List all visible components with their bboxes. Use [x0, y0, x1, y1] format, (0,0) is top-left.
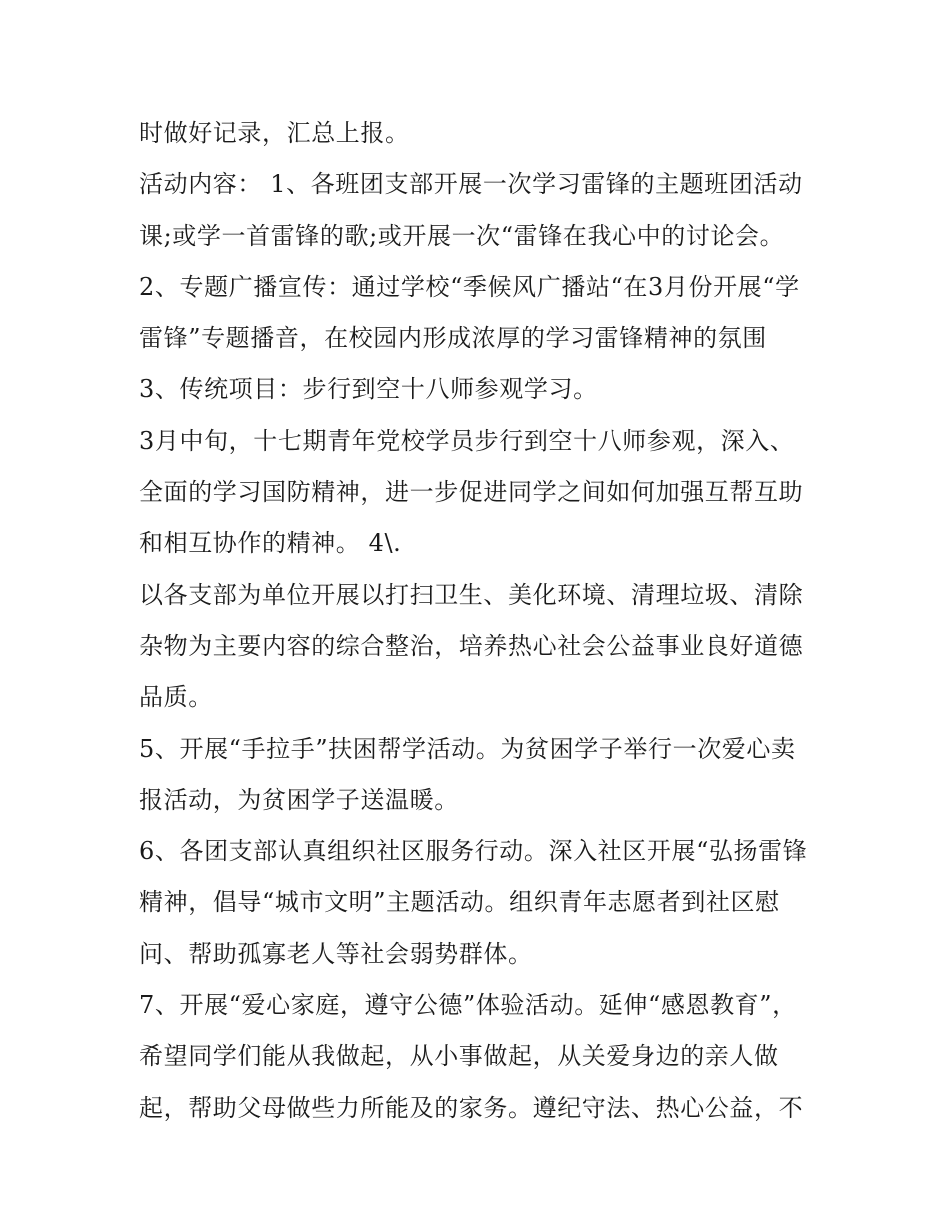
text-line: 2、专题广播宣传：通过学校“季候风广播站“在3月份开展“学 — [139, 272, 800, 301]
document-body — [139, 108, 829, 1134]
text-line: 课;或学一首雷锋的歌;或开展一次“雷锋在我心中的讨论会。 — [139, 221, 785, 250]
text-line: 活动内容： 1、各班团支部开展一次学习雷锋的主题班团活动 — [139, 170, 803, 199]
text-line: 雷锋”专题播音，在校园内形成浓厚的学习雷锋精神的氛围 — [139, 324, 767, 353]
text-line: 问、帮助孤寡老人等社会弱势群体。 — [139, 939, 533, 968]
text-line: 以各支部为单位开展以打扫卫生、美化环境、清理垃圾、清除 — [139, 580, 804, 609]
text-line: 3月中旬，十七期青年党校学员步行到空十八师参观，深入、 — [139, 426, 795, 455]
text-line: 和相互协作的精神。 4\. — [139, 529, 402, 558]
text-line: 5、开展“手拉手”扶困帮学活动。为贫困学子举行一次爱心卖 — [139, 734, 796, 763]
text-line: 希望同学们能从我做起，从小事做起，从关爱身边的亲人做 — [139, 1042, 779, 1071]
text-line: 时做好记录，汇总上报。 — [139, 119, 410, 147]
text-line: 起，帮助父母做些力所能及的家务。遵纪守法、热心公益，不 — [139, 1093, 804, 1122]
text-line: 6、各团支部认真组织社区服务行动。深入社区开展“弘扬雷锋 — [139, 837, 808, 866]
text-line: 品质。 — [139, 683, 213, 712]
text-line: 3、传统项目：步行到空十八师参观学习。 — [139, 375, 598, 404]
text-line: 全面的学习国防精神，进一步促进同学之间如何加强互帮互助 — [139, 478, 804, 507]
text-line: 报活动，为贫困学子送温暖。 — [139, 785, 459, 814]
text-line: 精神，倡导“城市文明”主题活动。组织青年志愿者到社区慰 — [139, 888, 780, 917]
text-line: 7、开展“爱心家庭，遵守公德”体验活动。延伸“感恩教育”， — [139, 991, 797, 1020]
text-line: 杂物为主要内容的综合整治，培养热心社会公益事业良好道德 — [139, 631, 804, 660]
